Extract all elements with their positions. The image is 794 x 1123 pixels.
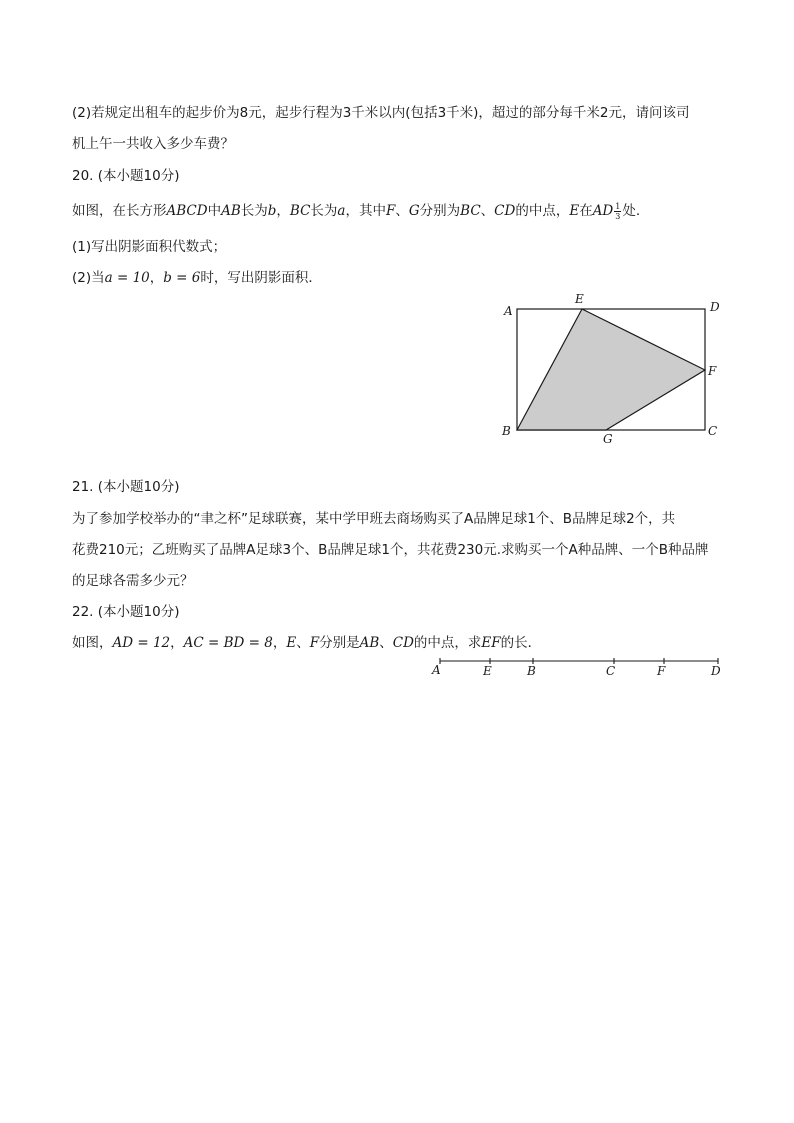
text: 、 [296,635,310,651]
label-d: D [710,300,720,314]
q20-part1: (1)写出阴影面积代数式； [72,239,227,255]
text: 处. [622,203,641,219]
text: 分别为 [419,203,461,219]
q22-header: 22. (本小题10分) [72,604,180,620]
q19-part2-line1: (2)若规定出租车的起步价为8元，起步行程为3千米以内(包括3千米)，超过的部分每千米2元，请问该司 [72,105,690,121]
text: 分别是 [319,635,360,651]
math: b [267,203,277,219]
q20-figure [496,290,732,450]
q21-line2: 花费210元；乙班购买了品牌A足球3个、B品牌足球1个，共花费230元.求购买一个A种品牌、一个B种品牌 [72,542,709,558]
text: (2)当 [72,270,105,286]
math: G [408,203,420,219]
label-f: F [657,664,666,678]
text: 如图，在长方形 [72,203,167,219]
math: AB [359,635,380,651]
text: 的中点， [515,203,570,219]
label-a: A [432,663,441,677]
text: 如图， [72,635,113,651]
math: BC [289,203,311,219]
text: 、 [379,635,393,651]
q22-statement [72,633,541,653]
label-g: G [603,432,613,446]
text: 的中点，求 [413,635,482,651]
q21-line1: 为了参加学校举办的“聿之杯”足球联赛，某中学甲班去商场购买了A品牌足球1个、B品牌足球2个，共 [72,511,676,527]
q21-header: 21. (本小题10分) [72,479,180,495]
text: ， [149,270,164,286]
text: 长为 [310,203,338,219]
math: AB [221,203,241,219]
math: AD [592,203,614,219]
math: F [385,203,396,219]
text: ， [272,635,287,651]
fraction-numerator: 1 [615,201,621,211]
label-b: B [502,424,511,438]
text: ， [276,203,290,219]
math: a = 10 [104,270,150,286]
q19-part2-line2: 机上午一共收入多少车费？ [72,136,234,152]
math: AC = BD = 8 [183,635,273,651]
q21-line3: 的足球各需多少元？ [72,573,194,589]
label-f: F [708,364,717,378]
math: BC [460,203,481,219]
math: E [286,635,297,651]
math: ABCD [166,203,208,219]
label-c: C [708,424,718,438]
label-a: A [504,304,513,318]
label-b: B [527,664,536,678]
text: 、 [395,203,409,219]
math: EF [481,635,501,651]
math: AD = 12 [112,635,171,651]
text: 长为 [240,203,268,219]
math: F [309,635,320,651]
text: ， [170,635,184,651]
text: 中 [207,203,222,219]
fraction-denominator: 3 [615,211,621,221]
shaded-quadrilateral [517,309,705,430]
q20-header: 20. (本小题10分) [72,168,180,184]
math: E [569,203,580,219]
fraction [614,202,621,221]
math: CD [392,635,414,651]
text: 、 [480,203,495,219]
text: 的长． [500,635,542,651]
text: 在 [579,203,593,219]
text: ，其中 [345,203,386,219]
q22-figure [428,652,728,682]
label-d: D [711,664,721,678]
math: b = 6 [163,270,201,286]
q20-part2 [72,268,322,288]
math: CD [494,203,516,219]
q20-intro [72,201,640,221]
text: 时，写出阴影面积． [200,270,322,286]
math: a [337,203,346,219]
label-c: C [606,664,616,678]
label-e: E [483,664,492,678]
label-e: E [575,292,584,306]
